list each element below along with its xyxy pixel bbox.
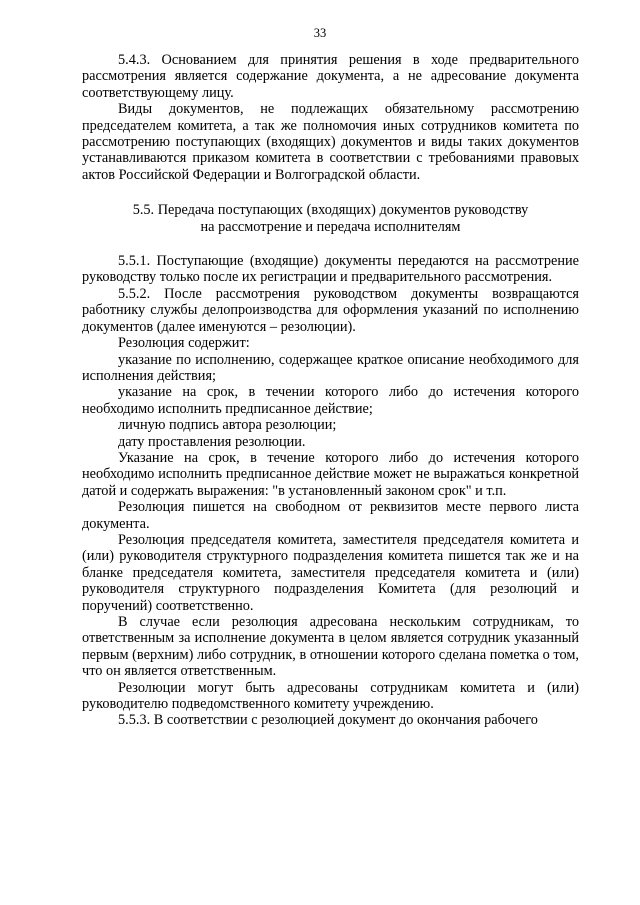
section-heading-line-2: на рассмотрение и передача исполнителям [200,218,461,235]
paragraph-resolution-contains: Резолюция содержит: [118,335,250,352]
paragraph-5-5-1: 5.5.1. Поступающие (входящие) документы передаются на рассмотрение руководству только после их регистрации и предварительного рассмотрения. [82,253,579,286]
list-item-deadline: указание на срок, в течении которого либо до истечения которого необходимо исполнить предписанное действие; [82,384,579,417]
paragraph-document-kinds: Виды документов, не подлежащих обязательному рассмотрению председателем комитета, а так же полномочия иных сотрудников комитета по рассмотрению поступающих (входящих) документов и виды таких документов устанавливаются приказом комитета в соответствии с требованиями правовых актов Российской Федерации и Волгоградской области. [82,101,579,183]
section-heading-line-1: 5.5. Передача поступающих (входящих) документов руководству [132,202,529,219]
paragraph-5-5-3: 5.5.3. В соответствии с резолюцией документ до окончания рабочего [118,712,538,729]
paragraph-deadline-expression: Указание на срок, в течение которого либо до истечения которого необходимо исполнить предписанное действие может не выражаться конкретной датой и содержать выражения: "в установленный законом срок" и т.п. [82,449,579,499]
list-item-signature: личную подпись автора резолюции; [118,417,337,434]
paragraph-resolution-placement: Резолюция пишется на свободном от реквизитов месте первого листа документа. [82,499,579,532]
page-number: 33 [313,26,327,40]
paragraph-5-4-3: 5.4.3. Основанием для принятия решения в ходе предварительного рассмотрения является содержание документа, а не адресование документа соответствующему лицу. [82,52,579,101]
paragraph-several-addressees: В случае если резолюция адресована нескольким сотрудникам, то ответственным за исполнение документа в целом является сотрудник указанный первым (верхним) либо сотрудник, в отношении которого сделана пометка о том, что он является ответственным. [82,614,579,680]
list-item-instruction: указание по исполнению, содержащее краткое описание необходимого для исполнения действия; [82,351,579,384]
paragraph-addressees: Резолюции могут быть адресованы сотрудникам комитета и (или) руководителю подведомственного комитету учреждению. [82,679,579,713]
document-body [82,52,579,729]
paragraph-5-5-2: 5.5.2. После рассмотрения руководством документы возвращаются работнику службы делопроизводства для оформления указаний по исполнению документов (далее именуются – резолюции). [82,285,579,335]
list-item-date: дату проставления резолюции. [118,433,306,450]
paragraph-chair-resolution: Резолюция председателя комитета, заместителя председателя комитета и (или) руководителя структурного подразделения комитета пишется так же и на бланке председателя комитета, заместителя председателя комитета и (или) руководителя структурного подразделения Комитета (для резолюций и поручений) соответственно. [82,531,579,614]
